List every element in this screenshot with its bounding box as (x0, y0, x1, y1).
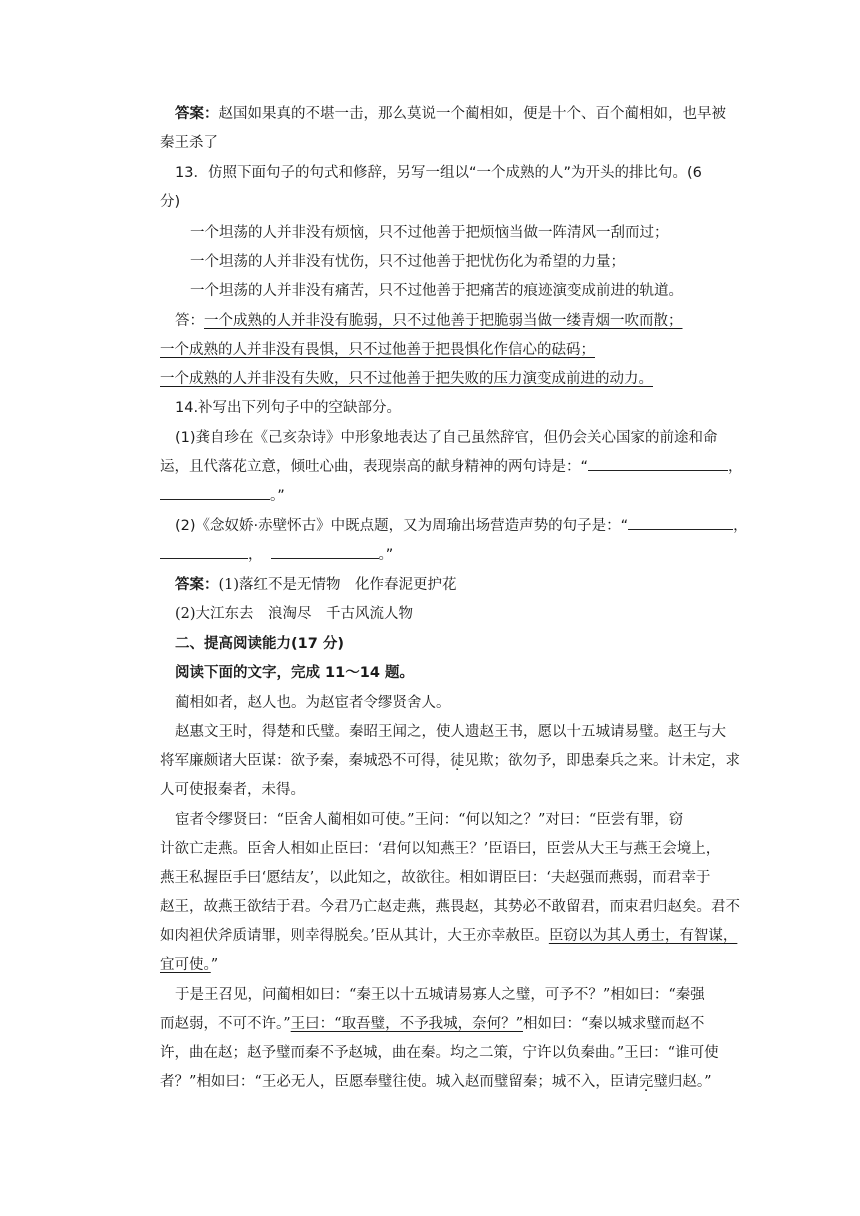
q13-answer-1: 一个成熟的人并非没有脆弱，只不过他善于把脆弱当做一缕青烟一吹而散； (204, 313, 683, 329)
reading-instruction: 阅读下面的文字，完成 11～14 题。 (175, 665, 414, 681)
q14-part2-text: (2)《念奴娇·赤壁怀古》中既点题，又为周瑜出场营造声势的句子是：“ (175, 518, 629, 534)
passage-line-6: 计欲亡走燕。臣舍人相如止臣曰：‘君何以知燕王？’臣语曰，臣尝从大王与燕王会境上， (160, 841, 721, 857)
answer-blank (588, 456, 728, 471)
passage-text: 见欺；欲勿予，即患秦兵之来。计未定，求 (464, 753, 740, 769)
answer-blank (628, 515, 733, 530)
underlined-sentence: 王曰：“取吾璧，不予我城，奈何？” (290, 1016, 523, 1032)
punctuation: ， (728, 459, 743, 475)
q14-answer-line-1 (175, 574, 735, 596)
q14-part1-line-3 (160, 485, 720, 507)
passage-text: ” (210, 957, 219, 973)
answer-12-line-2: 秦王杀了 (160, 135, 218, 151)
passage-line-14 (160, 1071, 720, 1093)
q13-answer-line-1 (175, 310, 735, 332)
punctuation: 。” (270, 488, 285, 504)
section-heading: 二、提高阅读能力(17 分) (175, 636, 344, 652)
q14-part1-line-2 (160, 456, 743, 478)
q13-stem-line-2: 分) (160, 194, 181, 210)
passage-line-8: 赵王，故燕王欲结于君。今君乃亡赵走燕，燕畏赵，其势必不敢留君，而束君归赵矣。君不 (160, 899, 740, 915)
q13-answer-3: 一个成熟的人并非没有失败，只不过他善于把失败的压力演变成前进的动力。 (160, 371, 653, 387)
q13-stem-line-1: 13．仿照下面句子的句式和修辞，另写一组以“一个成熟的人”为开头的排比句。(6 (175, 165, 702, 181)
q14-part1-text: 运，且代落花立意，倾吐心曲，表现崇高的献身精神的两句诗是：“ (160, 459, 589, 475)
q14-answer-1: (1)落红不是无情物 化作春泥更护花 (218, 577, 457, 593)
q14-part2-line-1 (175, 515, 748, 537)
answer-label: 答案： (175, 577, 219, 593)
q14-part1-line-1: (1)龚自珍在《己亥杂诗》中形象地表达了自己虽然辞官，但仍会关心国家的前途和命 (175, 430, 718, 446)
q13-example-2: 一个坦荡的人并非没有忧伤，只不过他善于把忧伤化为希望的力量； (190, 254, 625, 270)
answer-12-line-1 (175, 103, 735, 125)
underlined-sentence: 臣窃以为其人勇士，有智谋， (548, 928, 738, 944)
q13-answer-2: 一个成熟的人并非没有畏惧，只不过他善于把畏惧化作信心的砝码； (160, 342, 595, 358)
passage-text: 璧归赵。” (653, 1074, 712, 1090)
q14-part2-line-2 (160, 544, 720, 566)
punctuation: 。” (378, 547, 394, 563)
underlined-sentence: 宜可使。 (160, 957, 211, 973)
answer-label: 答案： (175, 106, 219, 122)
punctuation: ， (248, 547, 263, 563)
passage-text: 而赵弱，不可不许。” (160, 1016, 291, 1032)
passage-text: 如肉袒伏斧质请罪，则幸得脱矣。’臣从其计，大王亦幸赦臣。 (160, 928, 549, 944)
answer-blank (271, 544, 379, 559)
passage-line-1: 蔺相如者，赵人也。为赵宦者令缪贤舍人。 (175, 695, 451, 711)
passage-text: 将军廉颇诸大臣谋：欲予秦，秦城恐不可得， (160, 753, 450, 769)
punctuation: ， (733, 518, 748, 534)
passage-line-10 (160, 954, 720, 976)
q13-example-3: 一个坦荡的人并非没有痛苦，只不过他善于把痛苦的痕迹演变成前进的轨道。 (190, 283, 683, 299)
answer-blank (160, 485, 270, 500)
answer-label: 答： (175, 313, 204, 329)
emphasis-char: 徒 (450, 753, 465, 769)
passage-line-7: 燕王私握臣手曰‘愿结友’，以此知之，故欲往。相如谓臣曰：‘夫赵强而燕弱，而君幸于 (160, 870, 711, 886)
passage-line-11: 于是王召见，问蔺相如曰：“秦王以十五城请易寡人之璧，可予不？”相如曰：“秦强 (175, 987, 705, 1003)
passage-line-2: 赵惠文王时，得楚和氏璧。秦昭王闻之，使人遗赵王书，愿以十五城请易璧。赵王与大 (175, 724, 726, 740)
passage-line-3 (160, 750, 740, 772)
passage-line-9 (160, 925, 738, 947)
q13-example-1: 一个坦荡的人并非没有烦恼，只不过他善于把烦恼当做一阵清风一刮而过； (190, 225, 669, 241)
passage-text: 者？”相如曰：“王必无人，臣愿奉璧往使。城入赵而璧留秦；城不入，臣请 (160, 1074, 639, 1090)
passage-line-13: 许，曲在赵；赵予璧而秦不予赵城，曲在秦。均之二策，宁许以负秦曲。”王曰：“谁可使 (160, 1045, 719, 1061)
answer-text: 赵国如果真的不堪一击，那么莫说一个蔺相如，便是十个、百个蔺相如，也早被 (218, 106, 726, 122)
passage-line-12 (160, 1013, 720, 1035)
passage-line-5: 宦者令缪贤曰：“臣舍人蔺相如可使。”王问：“何以知之？”对曰：“臣尝有罪，窃 (175, 812, 684, 828)
emphasis-char: 完 (638, 1074, 654, 1090)
answer-blank (160, 544, 248, 559)
q14-stem: 14.补写出下列句子中的空缺部分。 (175, 400, 402, 416)
q14-answer-2: (2)大江东去 浪淘尽 千古风流人物 (175, 606, 414, 622)
passage-text: 相如曰：“秦以城求璧而赵不 (523, 1016, 705, 1032)
passage-line-4: 人可使报秦者，未得。 (160, 782, 305, 798)
